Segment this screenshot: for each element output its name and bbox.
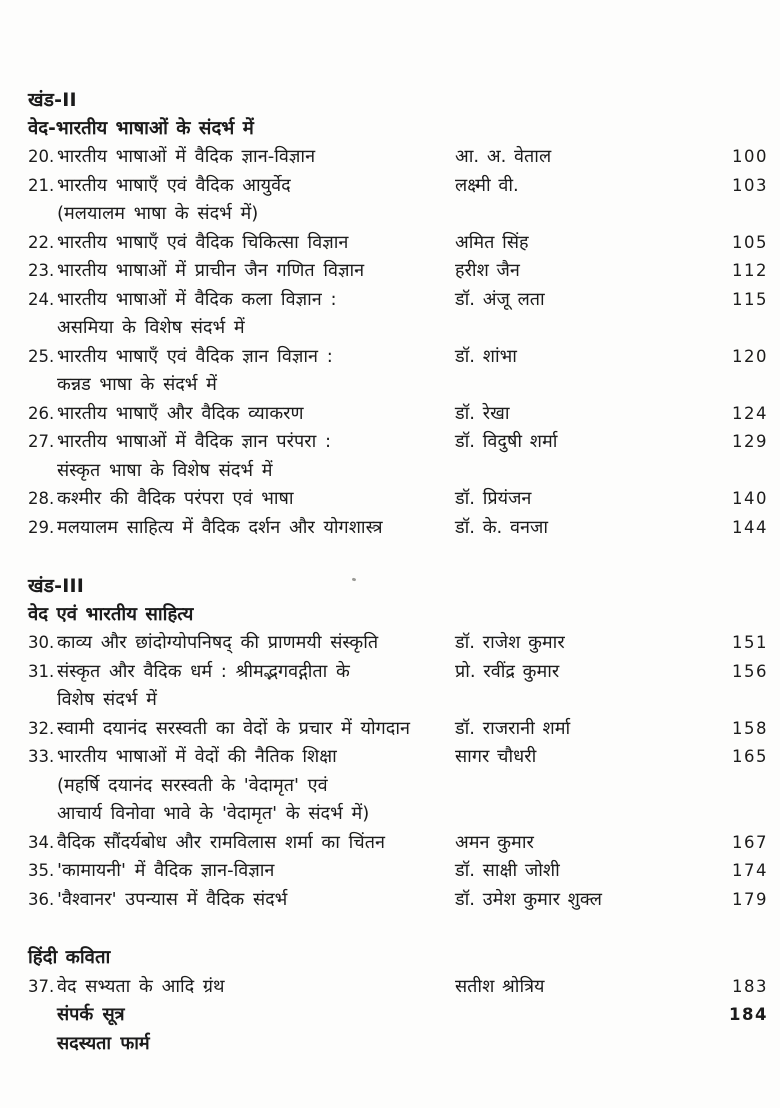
entry-title-line: कन्नड भाषा के संदर्भ में	[57, 374, 217, 395]
entry-number: 26.	[28, 403, 55, 423]
section-subheading: वेद एवं भारतीय साहित्य	[28, 603, 194, 625]
entry-page-number: 140	[732, 489, 768, 508]
entry-title	[57, 1001, 455, 1030]
toc-entry	[28, 229, 768, 258]
entry-page-number: 124	[732, 403, 768, 423]
entry-author: डॉ. के. वनजा	[455, 516, 549, 538]
entry-author: डॉ. साक्षी जोशी	[455, 860, 560, 881]
entry-title	[57, 400, 455, 429]
entry-author: डॉ. उमेश कुमार शुक्ल	[455, 888, 602, 910]
section-subheading: हिंदी कविता	[28, 947, 111, 968]
entry-author: सागर चौधरी	[455, 746, 537, 767]
entry-author: हरीश जैन	[455, 260, 520, 281]
entry-page-number: 115	[732, 289, 768, 309]
entry-author: डॉ. विदुषी शर्मा	[455, 431, 558, 452]
entry-title-line: (महर्षि दयानंद सरस्वती के 'वेदामृत' एवं	[57, 774, 328, 796]
entry-title-line: संस्कृत और वैदिक धर्म : श्रीमद्भगवद्गीता के	[57, 660, 350, 682]
entry-title	[57, 257, 455, 286]
entry-number: 31.	[28, 661, 55, 681]
toc-entry	[28, 1030, 768, 1059]
entry-title-line: मलयालम साहित्य में वैदिक दर्शन और योगशास्त्र	[57, 516, 383, 538]
entry-title	[57, 343, 455, 400]
toc-entry	[28, 257, 768, 286]
entry-title-line: भारतीय भाषाएँ एवं वैदिक आयुर्वेद	[57, 174, 291, 196]
entry-page-number: 184	[729, 1005, 768, 1024]
entry-page-number: 174	[732, 861, 768, 880]
entry-number: 22.	[28, 232, 55, 252]
toc-section	[28, 86, 768, 542]
entry-number: 32.	[28, 718, 55, 738]
entry-title	[57, 658, 455, 715]
entry-author: लक्ष्मी वी.	[455, 174, 519, 196]
entry-number: 36.	[28, 889, 55, 909]
entry-number: 27.	[28, 432, 55, 451]
entry-number: 25.	[28, 346, 55, 366]
entry-page-number: 156	[732, 661, 768, 681]
toc-entry	[28, 743, 768, 829]
entry-title	[57, 857, 455, 886]
entry-title-line: आचार्य विनोवा भावे के 'वेदामृत' के संदर्भ में)	[57, 803, 370, 824]
toc-entry	[28, 715, 768, 744]
toc-entry	[28, 343, 768, 400]
entry-page-number: 120	[732, 346, 768, 366]
toc-entry	[28, 886, 768, 915]
toc-entry	[28, 143, 768, 172]
entry-title-line: संस्कृत भाषा के विशेष संदर्भ में	[57, 459, 273, 481]
entry-title	[57, 1030, 455, 1059]
entry-author: डॉ. राजरानी शर्मा	[455, 717, 571, 739]
entry-page-number: 144	[732, 517, 768, 537]
section-heading: खंड-II	[28, 89, 77, 111]
entry-number: 35.	[28, 861, 55, 880]
toc-entry	[28, 629, 768, 658]
toc-entry	[28, 428, 768, 485]
toc-sections	[28, 86, 768, 1058]
entry-title-line: संपर्क सूत्र	[57, 1004, 125, 1025]
toc-section	[28, 944, 768, 1058]
section-heading: खंड-III	[28, 575, 85, 597]
entry-author: प्रो. रवींद्र कुमार	[455, 660, 560, 682]
entry-number: 23.	[28, 261, 55, 280]
entry-author: डॉ. शांभा	[455, 345, 517, 367]
toc-entry	[28, 1001, 768, 1030]
entry-title-line: विशेष संदर्भ में	[57, 689, 157, 710]
entry-title-line: वेद सभ्यता के आदि ग्रंथ	[57, 975, 225, 997]
entry-page-number: 183	[732, 976, 768, 996]
entry-title	[57, 172, 455, 229]
entry-number: 24.	[28, 289, 55, 309]
entry-title	[57, 229, 455, 258]
entry-title-line: भारतीय भाषाओं में प्राचीन जैन गणित विज्ञान	[57, 260, 365, 281]
toc-section	[28, 572, 768, 914]
entry-page-number: 179	[732, 889, 768, 909]
entry-title	[57, 286, 455, 343]
entry-title-line: भारतीय भाषाएँ और वैदिक व्याकरण	[57, 402, 304, 424]
entry-title	[57, 715, 455, 744]
entry-number: 28.	[28, 489, 55, 508]
entry-number: 30.	[28, 633, 55, 652]
entry-number: 37.	[28, 976, 55, 996]
entry-page-number: 103	[732, 175, 768, 195]
entry-title-line: भारतीय भाषाओं में वेदों की नैतिक शिक्षा	[57, 746, 337, 767]
entry-author: अमित सिंह	[455, 231, 529, 253]
entry-number: 33.	[28, 747, 55, 766]
entry-title-line: (मलयालम भाषा के संदर्भ में)	[57, 203, 259, 224]
toc-entry	[28, 658, 768, 715]
entry-title	[57, 428, 455, 485]
entry-title-line: काव्य और छांदोग्योपनिषद् की प्राणमयी संस्कृति	[57, 632, 379, 653]
entry-title-line: भारतीय भाषाएँ एवं वैदिक ज्ञान विज्ञान :	[57, 345, 333, 367]
entry-author: डॉ. रेखा	[455, 402, 510, 424]
entry-title-line: भारतीय भाषाओं में वैदिक ज्ञान-विज्ञान	[57, 146, 316, 167]
entry-title-line: वैदिक सौंदर्यबोध और रामविलास शर्मा का चिंतन	[57, 831, 385, 853]
toc-entry	[28, 485, 768, 514]
entry-page-number: 105	[732, 232, 768, 252]
entry-title	[57, 973, 455, 1002]
entry-title-line: सदस्यता फार्म	[57, 1032, 150, 1054]
toc-entry	[28, 829, 768, 858]
entry-title-line: कश्मीर की वैदिक परंपरा एवं भाषा	[57, 488, 294, 509]
entry-title-line: 'वैश्वानर' उपन्यास में वैदिक संदर्भ	[57, 888, 288, 910]
entry-title	[57, 829, 455, 858]
entry-page-number: 165	[732, 747, 768, 766]
entry-page-number: 100	[732, 147, 768, 166]
toc-entry	[28, 973, 768, 1002]
entry-title	[57, 485, 455, 514]
entry-page-number: 167	[732, 832, 768, 852]
entry-author: सतीश श्रोत्रिय	[455, 975, 545, 997]
entry-title	[57, 143, 455, 172]
entry-title-line: असमिया के विशेष संदर्भ में	[57, 317, 245, 338]
entry-title-line: भारतीय भाषाओं में वैदिक कला विज्ञान :	[57, 288, 337, 310]
entry-title-line: भारतीय भाषाएँ एवं वैदिक चिकित्सा विज्ञान	[57, 231, 349, 253]
entry-page-number: 129	[732, 432, 768, 451]
entry-author: डॉ. अंजू लता	[455, 288, 545, 310]
entry-page-number: 158	[732, 718, 768, 738]
entry-title	[57, 743, 455, 829]
entry-page-number: 151	[732, 633, 768, 652]
entry-author: अमन कुमार	[455, 831, 534, 853]
entry-author: डॉ. प्रियंजन	[455, 488, 532, 509]
entry-title-line: स्वामी दयानंद सरस्वती का वेदों के प्रचार में योगदान	[57, 717, 410, 739]
toc-entry	[28, 857, 768, 886]
toc-entry	[28, 400, 768, 429]
entry-title	[57, 886, 455, 915]
section-subheading: वेद-भारतीय भाषाओं के संदर्भ में	[28, 117, 254, 139]
entry-number: 29.	[28, 517, 55, 537]
entry-title	[57, 514, 455, 543]
entry-number: 21.	[28, 175, 55, 195]
entry-author: आ. अ. वेताल	[455, 146, 552, 167]
entry-number: 34.	[28, 832, 55, 852]
entry-page-number: 112	[732, 261, 768, 280]
toc-entry	[28, 514, 768, 543]
entry-author: डॉ. राजेश कुमार	[455, 632, 565, 653]
entry-number: 20.	[28, 147, 55, 166]
toc-entry	[28, 172, 768, 229]
entry-title-line: 'कामायनी' में वैदिक ज्ञान-विज्ञान	[57, 860, 275, 881]
toc-entry	[28, 286, 768, 343]
entry-title-line: भारतीय भाषाओं में वैदिक ज्ञान परंपरा :	[57, 431, 332, 452]
entry-title	[57, 629, 455, 658]
